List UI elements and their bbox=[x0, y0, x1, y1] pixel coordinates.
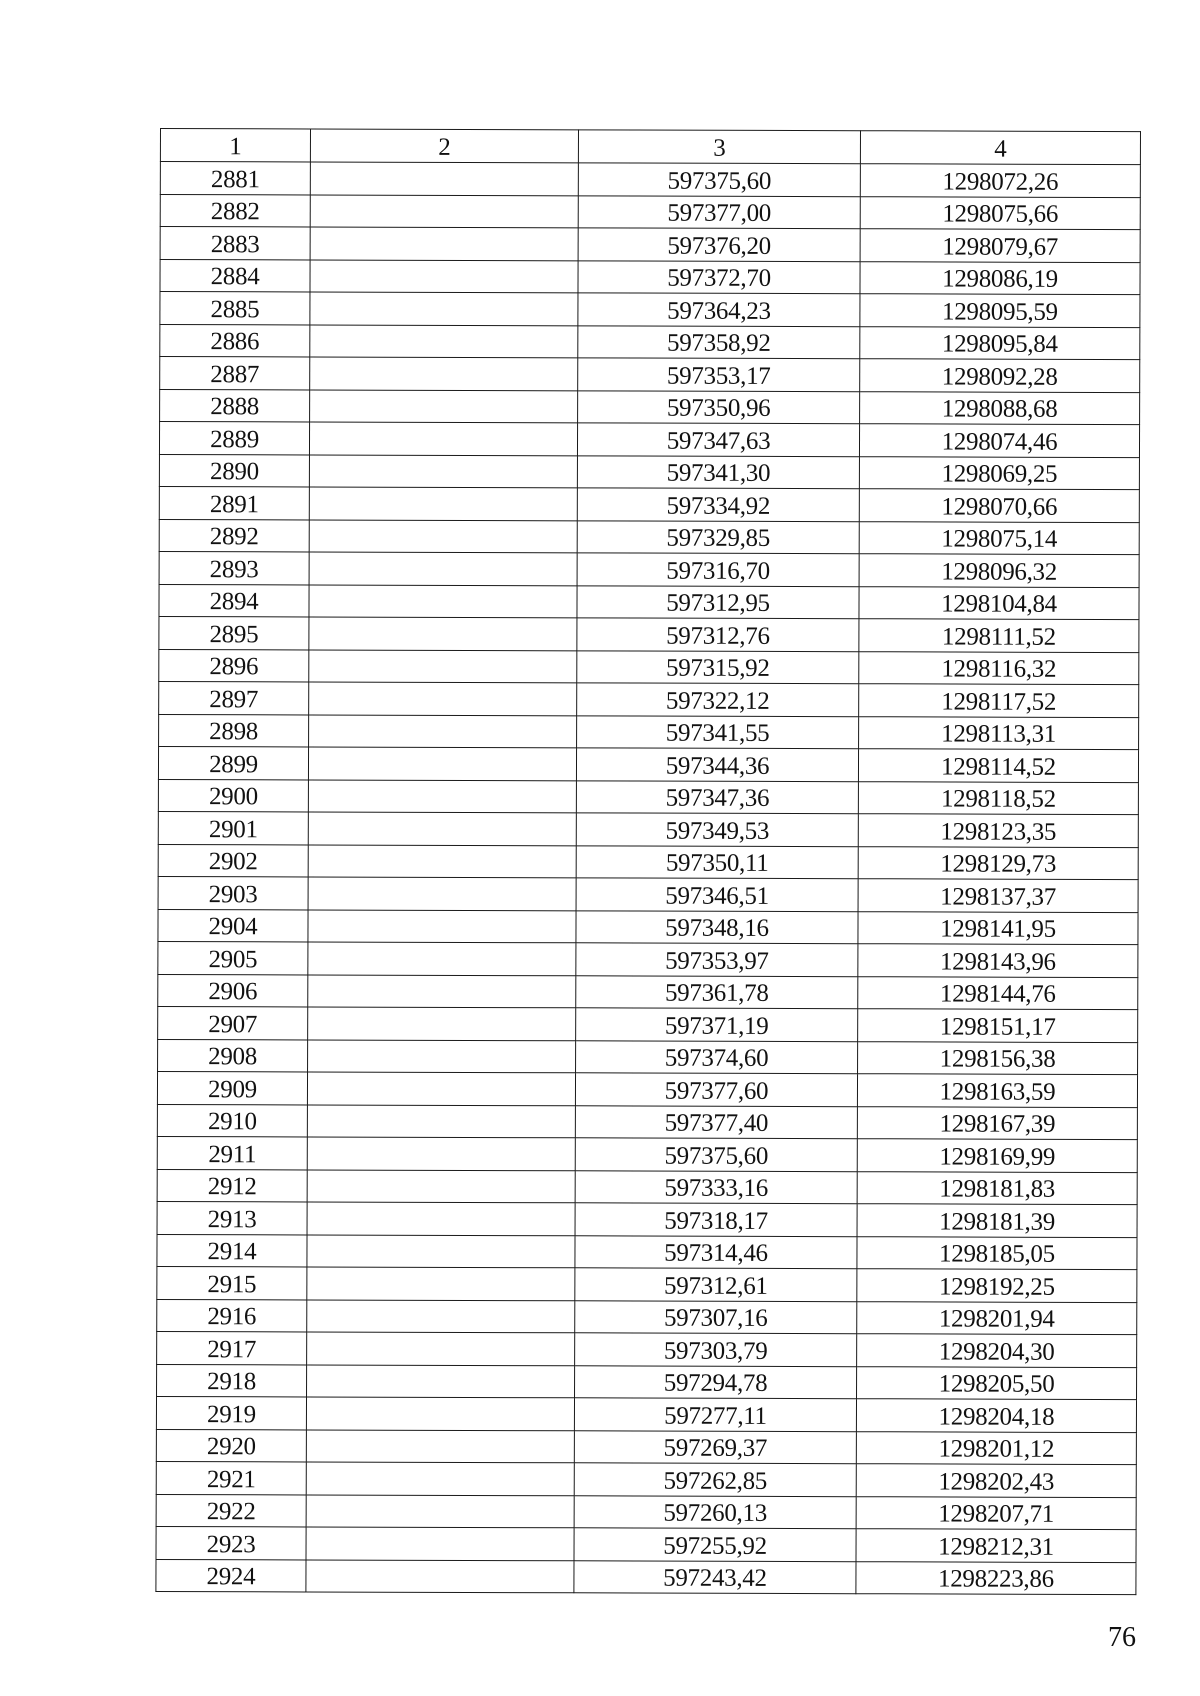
y-coordinate-cell: 1298163,59 bbox=[857, 1074, 1137, 1107]
x-coordinate-cell: 597303,79 bbox=[575, 1333, 857, 1366]
point-number-cell: 2916 bbox=[157, 1299, 307, 1332]
point-number-cell: 2903 bbox=[158, 876, 308, 909]
column-2-cell bbox=[308, 779, 576, 812]
x-coordinate-cell: 597346,51 bbox=[576, 878, 858, 911]
y-coordinate-cell: 1298204,30 bbox=[857, 1334, 1137, 1367]
y-coordinate-cell: 1298205,50 bbox=[857, 1366, 1137, 1399]
y-coordinate-cell: 1298202,43 bbox=[856, 1464, 1136, 1497]
y-coordinate-cell: 1298118,52 bbox=[858, 781, 1138, 814]
table-row bbox=[159, 422, 1139, 458]
table-row bbox=[156, 1526, 1136, 1562]
y-coordinate-cell: 1298144,76 bbox=[858, 976, 1138, 1009]
column-2-cell bbox=[309, 617, 577, 650]
y-coordinate-cell: 1298123,35 bbox=[858, 814, 1138, 847]
table-row bbox=[159, 681, 1139, 717]
y-coordinate-cell: 1298129,73 bbox=[858, 846, 1138, 879]
y-coordinate-cell: 1298111,52 bbox=[859, 619, 1139, 652]
table-row bbox=[156, 1461, 1136, 1497]
y-coordinate-cell: 1298074,46 bbox=[859, 424, 1139, 457]
column-2-cell bbox=[306, 1429, 574, 1462]
column-2-cell bbox=[307, 1332, 575, 1365]
y-coordinate-cell: 1298212,31 bbox=[856, 1529, 1136, 1562]
column-header-2: 2 bbox=[310, 129, 578, 163]
y-coordinate-cell: 1298075,66 bbox=[860, 196, 1140, 229]
table-row bbox=[157, 1331, 1137, 1367]
column-2-cell bbox=[308, 1039, 576, 1072]
x-coordinate-cell: 597334,92 bbox=[577, 488, 859, 521]
point-number-cell: 2897 bbox=[159, 681, 309, 714]
x-coordinate-cell: 597375,60 bbox=[575, 1138, 857, 1171]
table-row bbox=[160, 227, 1140, 263]
table-row bbox=[158, 1039, 1138, 1075]
x-coordinate-cell: 597372,70 bbox=[578, 260, 860, 293]
x-coordinate-cell: 597347,36 bbox=[576, 780, 858, 813]
point-number-cell: 2915 bbox=[157, 1266, 307, 1299]
column-2-cell bbox=[310, 194, 578, 227]
column-2-cell bbox=[308, 1007, 576, 1040]
x-coordinate-cell: 597375,60 bbox=[578, 163, 860, 196]
column-2-cell bbox=[307, 1104, 575, 1137]
x-coordinate-cell: 597353,17 bbox=[578, 358, 860, 391]
x-coordinate-cell: 597344,36 bbox=[576, 748, 858, 781]
x-coordinate-cell: 597315,92 bbox=[577, 650, 859, 683]
column-2-cell bbox=[306, 1527, 574, 1560]
table-row bbox=[160, 194, 1140, 230]
column-2-cell bbox=[309, 454, 577, 487]
x-coordinate-cell: 597371,19 bbox=[576, 1008, 858, 1041]
table-row bbox=[157, 1201, 1137, 1237]
table-row bbox=[158, 746, 1138, 782]
y-coordinate-cell: 1298070,66 bbox=[859, 489, 1139, 522]
x-coordinate-cell: 597243,42 bbox=[574, 1560, 856, 1593]
column-2-cell bbox=[308, 909, 576, 942]
point-number-cell: 2891 bbox=[159, 486, 309, 519]
table-header bbox=[160, 129, 1140, 165]
y-coordinate-cell: 1298207,71 bbox=[856, 1496, 1136, 1529]
table-row bbox=[157, 1364, 1137, 1400]
column-2-cell bbox=[310, 227, 578, 260]
x-coordinate-cell: 597361,78 bbox=[576, 975, 858, 1008]
table-row bbox=[159, 616, 1139, 652]
table-row bbox=[159, 454, 1139, 490]
point-number-cell: 2899 bbox=[158, 746, 308, 779]
point-number-cell: 2896 bbox=[159, 649, 309, 682]
y-coordinate-cell: 1298223,86 bbox=[856, 1561, 1136, 1594]
table-row bbox=[158, 941, 1138, 977]
table-row bbox=[157, 1266, 1137, 1302]
point-number-cell: 2884 bbox=[160, 259, 310, 292]
table-row bbox=[157, 1299, 1137, 1335]
y-coordinate-cell: 1298096,32 bbox=[859, 554, 1139, 587]
column-2-cell bbox=[309, 584, 577, 617]
y-coordinate-cell: 1298069,25 bbox=[859, 456, 1139, 489]
y-coordinate-cell: 1298104,84 bbox=[859, 586, 1139, 619]
column-header-3: 3 bbox=[578, 130, 860, 164]
x-coordinate-cell: 597347,63 bbox=[577, 423, 859, 456]
column-2-cell bbox=[306, 1462, 574, 1495]
point-number-cell: 2919 bbox=[156, 1396, 306, 1429]
point-number-cell: 2888 bbox=[160, 389, 310, 422]
column-2-cell bbox=[307, 1364, 575, 1397]
point-number-cell: 2901 bbox=[158, 811, 308, 844]
column-2-cell bbox=[309, 519, 577, 552]
y-coordinate-cell: 1298088,68 bbox=[860, 391, 1140, 424]
table-row bbox=[159, 649, 1139, 685]
x-coordinate-cell: 597294,78 bbox=[575, 1365, 857, 1398]
x-coordinate-cell: 597341,55 bbox=[577, 715, 859, 748]
column-2-cell bbox=[308, 747, 576, 780]
point-number-cell: 2917 bbox=[157, 1331, 307, 1364]
y-coordinate-cell: 1298192,25 bbox=[857, 1269, 1137, 1302]
point-number-cell: 2905 bbox=[158, 941, 308, 974]
column-2-cell bbox=[309, 487, 577, 520]
table-row bbox=[157, 1104, 1137, 1140]
y-coordinate-cell: 1298201,12 bbox=[856, 1431, 1136, 1464]
point-number-cell: 2914 bbox=[157, 1234, 307, 1267]
y-coordinate-cell: 1298201,94 bbox=[857, 1301, 1137, 1334]
column-2-cell bbox=[310, 324, 578, 357]
y-coordinate-cell: 1298075,14 bbox=[859, 521, 1139, 554]
table-row bbox=[156, 1429, 1136, 1465]
y-coordinate-cell: 1298092,28 bbox=[860, 359, 1140, 392]
y-coordinate-cell: 1298169,99 bbox=[857, 1139, 1137, 1172]
y-coordinate-cell: 1298095,59 bbox=[860, 294, 1140, 327]
column-2-cell bbox=[308, 974, 576, 1007]
point-number-cell: 2900 bbox=[158, 779, 308, 812]
column-2-cell bbox=[308, 812, 576, 845]
table-row bbox=[159, 714, 1139, 750]
table-row bbox=[157, 1169, 1137, 1205]
point-number-cell: 2894 bbox=[159, 584, 309, 617]
point-number-cell: 2883 bbox=[160, 227, 310, 260]
x-coordinate-cell: 597307,16 bbox=[575, 1300, 857, 1333]
table-row bbox=[158, 974, 1138, 1010]
y-coordinate-cell: 1298116,32 bbox=[859, 651, 1139, 684]
column-2-cell bbox=[310, 389, 578, 422]
coordinates-table bbox=[155, 128, 1141, 1595]
x-coordinate-cell: 597377,60 bbox=[575, 1073, 857, 1106]
table-row bbox=[158, 876, 1138, 912]
point-number-cell: 2920 bbox=[156, 1429, 306, 1462]
point-number-cell: 2892 bbox=[159, 519, 309, 552]
column-2-cell bbox=[309, 552, 577, 585]
table-row bbox=[156, 1494, 1136, 1530]
x-coordinate-cell: 597329,85 bbox=[577, 520, 859, 553]
x-coordinate-cell: 597333,16 bbox=[575, 1170, 857, 1203]
y-coordinate-cell: 1298143,96 bbox=[858, 944, 1138, 977]
x-coordinate-cell: 597341,30 bbox=[577, 455, 859, 488]
table-row bbox=[156, 1396, 1136, 1432]
point-number-cell: 2890 bbox=[159, 454, 309, 487]
x-coordinate-cell: 597374,60 bbox=[576, 1040, 858, 1073]
x-coordinate-cell: 597316,70 bbox=[577, 553, 859, 586]
column-2-cell bbox=[309, 682, 577, 715]
column-2-cell bbox=[309, 714, 577, 747]
y-coordinate-cell: 1298141,95 bbox=[858, 911, 1138, 944]
table-body bbox=[156, 162, 1140, 1595]
column-2-cell bbox=[307, 1267, 575, 1300]
x-coordinate-cell: 597314,46 bbox=[575, 1235, 857, 1268]
x-coordinate-cell: 597322,12 bbox=[577, 683, 859, 716]
x-coordinate-cell: 597377,40 bbox=[575, 1105, 857, 1138]
table-row bbox=[159, 584, 1139, 620]
point-number-cell: 2922 bbox=[156, 1494, 306, 1527]
point-number-cell: 2923 bbox=[156, 1526, 306, 1559]
y-coordinate-cell: 1298156,38 bbox=[858, 1041, 1138, 1074]
point-number-cell: 2893 bbox=[159, 551, 309, 584]
x-coordinate-cell: 597348,16 bbox=[576, 910, 858, 943]
point-number-cell: 2918 bbox=[157, 1364, 307, 1397]
table-row bbox=[160, 162, 1140, 198]
x-coordinate-cell: 597350,96 bbox=[578, 390, 860, 423]
y-coordinate-cell: 1298113,31 bbox=[859, 716, 1139, 749]
column-2-cell bbox=[308, 942, 576, 975]
x-coordinate-cell: 597353,97 bbox=[576, 943, 858, 976]
table-row bbox=[157, 1136, 1137, 1172]
column-2-cell bbox=[306, 1397, 574, 1430]
y-coordinate-cell: 1298151,17 bbox=[858, 1009, 1138, 1042]
column-2-cell bbox=[310, 357, 578, 390]
table-row bbox=[159, 519, 1139, 555]
x-coordinate-cell: 597312,95 bbox=[577, 585, 859, 618]
point-number-cell: 2895 bbox=[159, 616, 309, 649]
y-coordinate-cell: 1298086,19 bbox=[860, 261, 1140, 294]
point-number-cell: 2908 bbox=[158, 1039, 308, 1072]
table-row bbox=[158, 844, 1138, 880]
header-row bbox=[160, 129, 1140, 165]
point-number-cell: 2912 bbox=[157, 1169, 307, 1202]
y-coordinate-cell: 1298185,05 bbox=[857, 1236, 1137, 1269]
point-number-cell: 2921 bbox=[156, 1461, 306, 1494]
column-2-cell bbox=[307, 1234, 575, 1267]
table-row bbox=[157, 1071, 1137, 1107]
table-row bbox=[158, 1006, 1138, 1042]
table-row bbox=[158, 779, 1138, 815]
point-number-cell: 2910 bbox=[157, 1104, 307, 1137]
table-row bbox=[156, 1559, 1136, 1595]
x-coordinate-cell: 597312,61 bbox=[575, 1268, 857, 1301]
column-2-cell bbox=[310, 162, 578, 195]
column-header-4: 4 bbox=[860, 131, 1140, 165]
table-row bbox=[160, 389, 1140, 425]
point-number-cell: 2906 bbox=[158, 974, 308, 1007]
y-coordinate-cell: 1298181,39 bbox=[857, 1204, 1137, 1237]
y-coordinate-cell: 1298095,84 bbox=[860, 326, 1140, 359]
page-number: 76 bbox=[1108, 1622, 1136, 1653]
point-number-cell: 2904 bbox=[158, 909, 308, 942]
column-2-cell bbox=[307, 1202, 575, 1235]
column-2-cell bbox=[307, 1137, 575, 1170]
point-number-cell: 2924 bbox=[156, 1559, 306, 1592]
column-2-cell bbox=[307, 1072, 575, 1105]
point-number-cell: 2882 bbox=[160, 194, 310, 227]
x-coordinate-cell: 597349,53 bbox=[576, 813, 858, 846]
y-coordinate-cell: 1298114,52 bbox=[858, 749, 1138, 782]
y-coordinate-cell: 1298072,26 bbox=[860, 164, 1140, 197]
column-2-cell bbox=[310, 259, 578, 292]
column-2-cell bbox=[308, 844, 576, 877]
point-number-cell: 2889 bbox=[159, 422, 309, 455]
table-row bbox=[160, 357, 1140, 393]
column-2-cell bbox=[310, 292, 578, 325]
x-coordinate-cell: 597350,11 bbox=[576, 845, 858, 878]
point-number-cell: 2902 bbox=[158, 844, 308, 877]
column-2-cell bbox=[306, 1559, 574, 1592]
y-coordinate-cell: 1298181,83 bbox=[857, 1171, 1137, 1204]
x-coordinate-cell: 597260,13 bbox=[574, 1495, 856, 1528]
x-coordinate-cell: 597364,23 bbox=[578, 293, 860, 326]
point-number-cell: 2887 bbox=[160, 357, 310, 390]
point-number-cell: 2886 bbox=[160, 324, 310, 357]
column-2-cell bbox=[307, 1169, 575, 1202]
x-coordinate-cell: 597318,17 bbox=[575, 1203, 857, 1236]
column-2-cell bbox=[307, 1299, 575, 1332]
y-coordinate-cell: 1298167,39 bbox=[857, 1106, 1137, 1139]
point-number-cell: 2881 bbox=[160, 162, 310, 195]
x-coordinate-cell: 597312,76 bbox=[577, 618, 859, 651]
point-number-cell: 2907 bbox=[158, 1006, 308, 1039]
x-coordinate-cell: 597277,11 bbox=[574, 1398, 856, 1431]
table-row bbox=[158, 811, 1138, 847]
x-coordinate-cell: 597269,37 bbox=[574, 1430, 856, 1463]
column-header-1: 1 bbox=[160, 129, 310, 162]
point-number-cell: 2898 bbox=[159, 714, 309, 747]
y-coordinate-cell: 1298204,18 bbox=[856, 1399, 1136, 1432]
table-row bbox=[160, 292, 1140, 328]
y-coordinate-cell: 1298079,67 bbox=[860, 229, 1140, 262]
y-coordinate-cell: 1298117,52 bbox=[859, 684, 1139, 717]
table-row bbox=[157, 1234, 1137, 1270]
x-coordinate-cell: 597255,92 bbox=[574, 1528, 856, 1561]
table-row bbox=[160, 259, 1140, 295]
table-row bbox=[159, 486, 1139, 522]
x-coordinate-cell: 597376,20 bbox=[578, 228, 860, 261]
column-2-cell bbox=[309, 649, 577, 682]
point-number-cell: 2913 bbox=[157, 1201, 307, 1234]
y-coordinate-cell: 1298137,37 bbox=[858, 879, 1138, 912]
column-2-cell bbox=[306, 1494, 574, 1527]
point-number-cell: 2911 bbox=[157, 1136, 307, 1169]
column-2-cell bbox=[308, 877, 576, 910]
point-number-cell: 2885 bbox=[160, 292, 310, 325]
x-coordinate-cell: 597377,00 bbox=[578, 195, 860, 228]
table-row bbox=[158, 909, 1138, 945]
column-2-cell bbox=[309, 422, 577, 455]
table-row bbox=[159, 551, 1139, 587]
point-number-cell: 2909 bbox=[157, 1071, 307, 1104]
table-row bbox=[160, 324, 1140, 360]
x-coordinate-cell: 597358,92 bbox=[578, 325, 860, 358]
x-coordinate-cell: 597262,85 bbox=[574, 1463, 856, 1496]
